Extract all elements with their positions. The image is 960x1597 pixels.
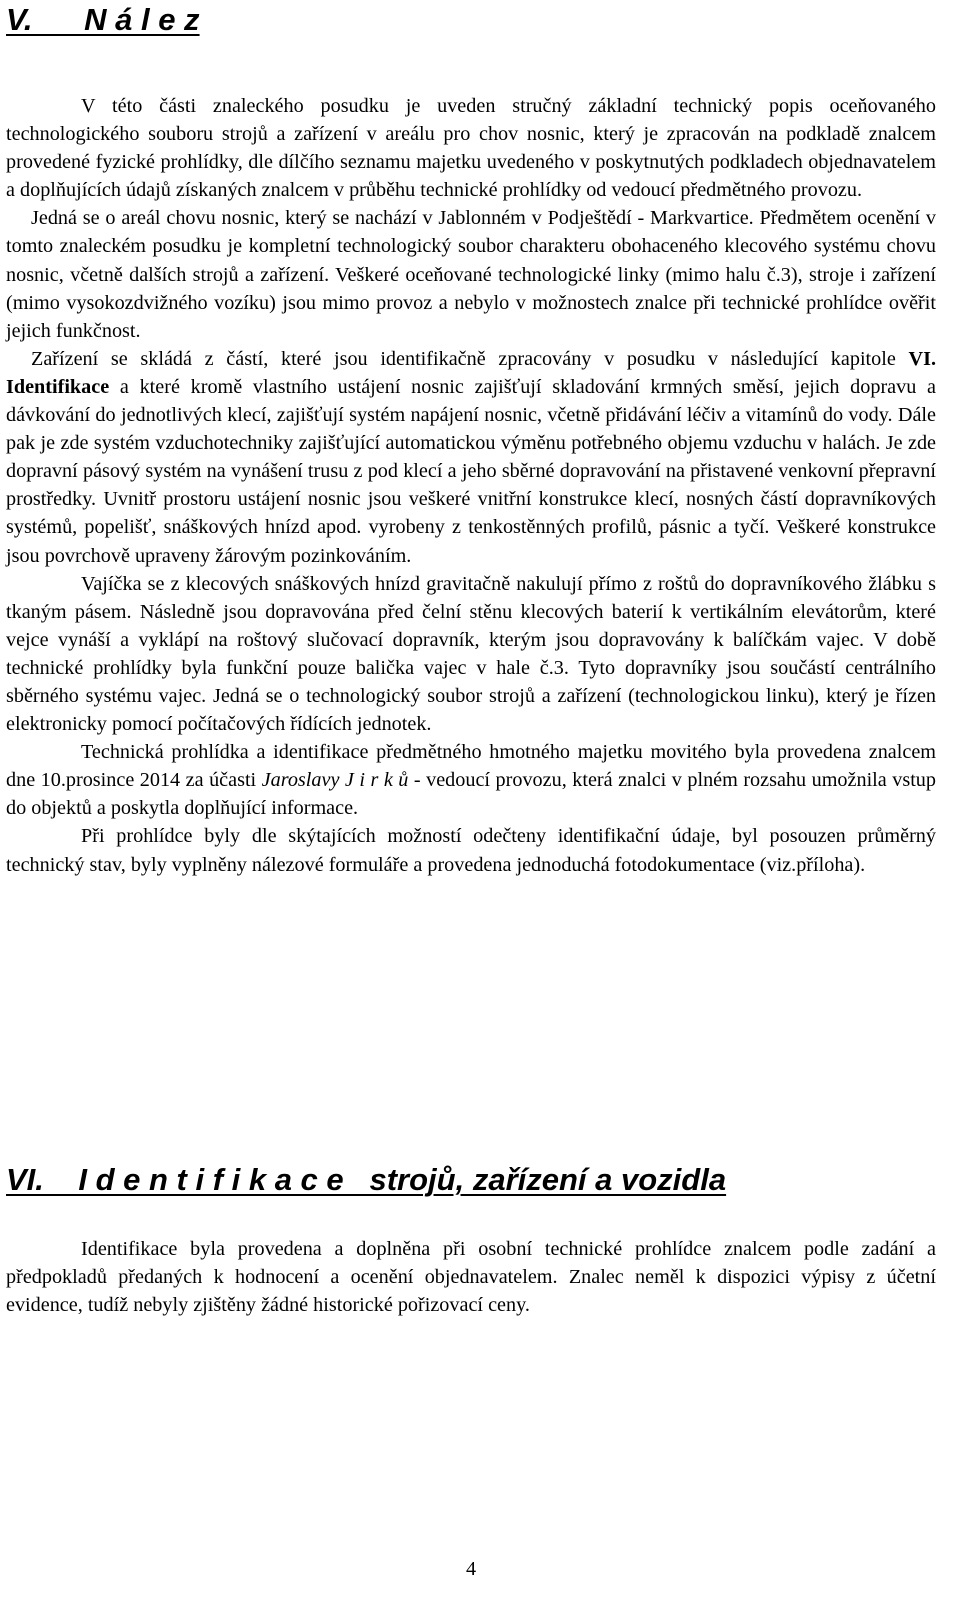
paragraph-1: V této části znaleckého posudku je uveden stručný základní technický popis oceňovaného technologického souboru strojů a zařízení v areálu pro chov nosnic, který je zpracován na podkladě znalcem provedené fyzické prohlídky, dle dílčího seznamu majetku uvedeného v poskytnutých podkladech objednavatelem a doplňujících údajů získaných znalcem v průběhu technické prohlídky od vedoucí předmětného provozu. [6,95,936,202]
identifikace-term: Identifikace [6,375,110,398]
person-name: Jaroslavy J i r k ů [261,769,409,792]
section-v-body [6,92,936,879]
paragraph-2: Jedná se o areál chovu nosnic, který se nachází v Jablonném v Podještědí - Markvartice. Předmětem ocenění v tomto znaleckém posudku je kompletní technologický soubor charakteru obohaceného klecového systému chovu nosnic, včetně dalších strojů a zařízení. Veškeré oceňované technologické linky (mimo halu č.3), stroje i zařízení (mimo vysokozdvižného vozíku) jsou mimo provoz a nebylo v možnostech znalce při technické prohlídce ověřit jejich funkčnost. [6,207,936,342]
paragraph-5-start: Technická prohlídka a identifikace předmětného hmotného majetku movitého byla provedena znalcem dne 10.prosince 2014 za účasti [6,741,936,792]
paragraph-3-start: Zařízení se skládá z částí, které jsou identifikačně zpracovány v posudku v následující kapitole [31,347,909,370]
section-vi-body [6,1235,936,1319]
section-heading-vi: VI. I d e n t i f i k a c e strojů, zařízení a vozidla [6,1162,727,1197]
paragraph-6: Při prohlídce byly dle skýtajících možností odečteny identifikační údaje, byl posouzen průměrný technický stav, byly vyplněny nálezové formuláře a provedena jednoduchá fotodokumentace (viz.příloha). [6,825,936,876]
paragraph-3 [6,345,936,570]
paragraph-5-end: - vedoucí provozu, která znalci v plném rozsahu umožnila vstup do objektů a poskytla doplňující informace. [6,769,936,820]
paragraph-vi-1: Identifikace byla provedena a doplněna při osobní technické prohlídce znalcem podle zadání a předpokladů předaných k hodnocení a ocenění objednavatelem. Znalec neměl k dispozici výpisy z účetní evidence, tudíž nebyly zjištěny žádné historické pořizovací ceny. [6,1238,936,1317]
paragraph-3-rest: a které kromě vlastního ustájení nosnic zajišťují skladování krmných směsí, jejich dopravu a dávkování do jednotlivých klecí, zajišťují systém napájení nosnic, včetně přidávání léčiv a vitamínů do vody. Dále pak je zde systém vzduchotechniky zajišťující automatickou výměnu potřebného objemu vzduchu v halách. Je zde dopravní pásový systém na vynášení trusu z pod klecí a jeho sběrné dopravování na přistavené venkovní přepravní prostředky. Uvnitř prostoru ustájení nosnic jsou veškeré vnitřní konstrukce klecí, nosných částí dopravníkových systémů, popelišť, snáškových hnízd apod. vyrobeny z tenkostěnných profilů, pásnic a tyčí. Veškeré konstrukce jsou povrchově upraveny žárovým pozinkováním. [6,375,936,567]
paragraph-5 [6,738,936,822]
paragraph-4: Vajíčka se z klecových snáškových hnízd gravitačně nakulují přímo z roštů do dopravníkového žlábku s tkaným pásem. Následně jsou dopravována před čelní stěnu klecových baterií k vertikálním elevátorům, které vejce vynáší a vyklápí na roštový slučovací dopravník, kterým jsou dopravovány k balíčkám vajec. V době technické prohlídky byla funkční pouze balička vajec v hale č.3. Tyto dopravníky jsou součástí centrálního sběrného systému vajec. Jedná se o technologický soubor strojů a zařízení (technologickou linku), který je řízen elektronicky pomocí počítačových řídících jednotek. [6,572,936,736]
section-heading-v: V. N á l e z [6,2,200,37]
chapter-reference: VI. [908,347,936,370]
page-number: 4 [465,1558,477,1580]
